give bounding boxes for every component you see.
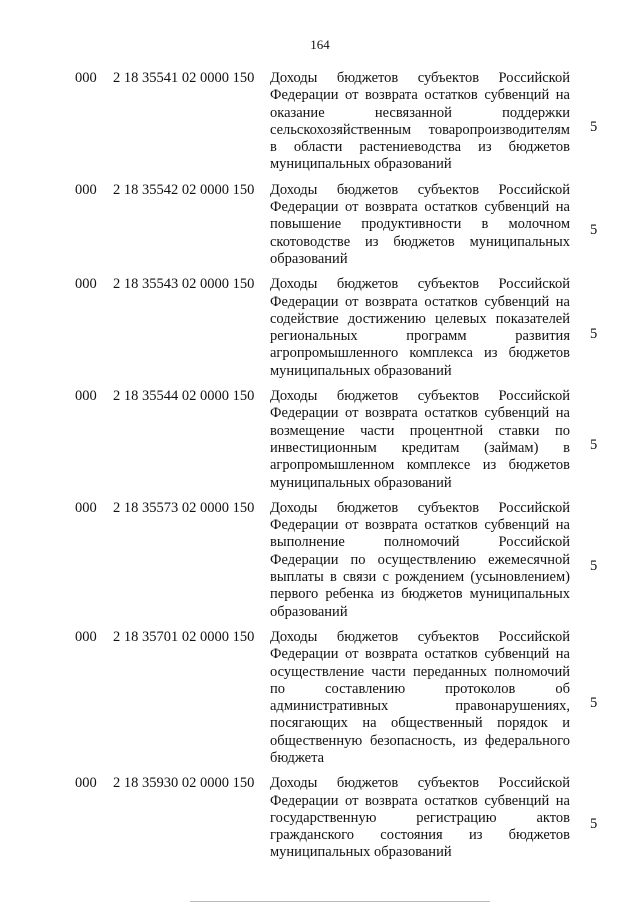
budget-classification-code: 2 18 35930 02 0000 150 — [113, 775, 255, 792]
description-line: Доходы бюджетов субъектов Российской — [270, 628, 570, 645]
description-line: выполнение полномочий Российской — [270, 534, 570, 551]
description-line: Федерации от возврата остатков субвенций на — [270, 517, 570, 534]
budget-classification-code: 2 18 35573 02 0000 150 — [113, 499, 255, 516]
description-line: возмещение части процентной ставки по — [270, 422, 570, 439]
description-line: осуществление части переданных полномочий — [270, 663, 570, 680]
income-description — [270, 380, 570, 492]
page-number: 164 — [310, 37, 330, 52]
income-description — [270, 268, 570, 380]
table-row — [0, 174, 640, 268]
admin-code: 000 — [75, 70, 97, 86]
description-line: Доходы бюджетов субъектов Российской — [270, 181, 570, 198]
description-line: муниципальных образований — [270, 844, 452, 861]
description-line: муниципальных образований — [270, 362, 452, 379]
description-line: Доходы бюджетов субъектов Российской — [270, 276, 570, 293]
description-line: Федерации от возврата остатков субвенций на — [270, 293, 570, 310]
admin-code: 000 — [75, 775, 97, 792]
description-line: гражданского состояния из бюджетов — [270, 827, 570, 844]
budget-classification-code: 2 18 35701 02 0000 150 — [113, 628, 255, 645]
description-line: административных правонарушениях, — [270, 698, 570, 715]
description-line: повышение продуктивности в молочном — [270, 216, 570, 233]
table-row — [0, 380, 640, 492]
standard-percent: 5 — [590, 325, 598, 342]
description-line: Доходы бюджетов субъектов Российской — [270, 499, 570, 516]
description-line: в области растениеводства из бюджетов — [270, 139, 570, 156]
description-line: агропромышленного комплекса из бюджетов — [270, 345, 570, 362]
description-line: сельскохозяйственным товаропроизводителям — [270, 121, 570, 138]
description-line: муниципальных образований — [270, 474, 452, 491]
budget-classification-code: 2 18 35542 02 0000 150 — [113, 181, 255, 198]
description-line: оказание несвязанной поддержки — [270, 104, 570, 121]
scan-artifact-line — [190, 901, 490, 902]
description-line: общественную безопасность, из федерального — [270, 732, 570, 749]
income-description — [270, 62, 570, 174]
description-line: содействие достижению целевых показателей — [270, 310, 570, 327]
description-line: скотоводстве из бюджетов муниципальных — [270, 233, 570, 250]
description-line: Доходы бюджетов субъектов Российской — [270, 775, 570, 792]
description-line: региональных программ развития — [270, 328, 570, 345]
admin-code: 000 — [75, 628, 97, 645]
description-line: Доходы бюджетов субъектов Российской — [270, 388, 570, 405]
budget-classification-code: 2 18 35543 02 0000 150 — [113, 276, 255, 293]
standard-percent: 5 — [590, 437, 598, 454]
table-row — [0, 62, 640, 174]
description-line: Федерации от возврата остатков субвенций на — [270, 646, 570, 663]
description-line: инвестиционным кредитам (займам) в — [270, 439, 570, 456]
budget-classification-code: 2 18 35544 02 0000 150 — [113, 388, 255, 405]
admin-code: 000 — [75, 388, 97, 405]
table-row — [0, 767, 640, 861]
description-line: Федерации по осуществлению ежемесячной — [270, 551, 570, 568]
standard-percent: 5 — [590, 815, 598, 832]
table-row — [0, 492, 640, 621]
description-line: Доходы бюджетов субъектов Российской — [270, 70, 570, 86]
description-line: агропромышленном комплексе из бюджетов — [270, 457, 570, 474]
standard-percent: 5 — [590, 557, 598, 574]
table-row — [0, 268, 640, 380]
description-line: Федерации от возврата остатков субвенций на — [270, 405, 570, 422]
description-line: первого ребенка из бюджетов муниципальных — [270, 586, 570, 603]
admin-code: 000 — [75, 276, 97, 293]
description-line: по составлению протоколов об — [270, 680, 570, 697]
admin-code: 000 — [75, 499, 97, 516]
income-codes-table — [0, 62, 640, 862]
table-row — [0, 621, 640, 767]
description-line: Федерации от возврата остатков субвенций на — [270, 199, 570, 216]
standard-percent: 5 — [590, 119, 598, 136]
description-line: муниципальных образований — [270, 156, 452, 173]
description-line: посягающих на общественный порядок и — [270, 715, 570, 732]
income-description — [270, 621, 570, 767]
description-line: Федерации от возврата остатков субвенций на — [270, 87, 570, 104]
budget-classification-code: 2 18 35541 02 0000 150 — [113, 70, 255, 86]
income-description — [270, 174, 570, 268]
description-line: бюджета — [270, 749, 325, 766]
description-line: образований — [270, 603, 348, 620]
standard-percent: 5 — [590, 222, 598, 239]
description-line: Федерации от возврата остатков субвенций на — [270, 792, 570, 809]
standard-percent: 5 — [590, 695, 598, 712]
admin-code: 000 — [75, 181, 97, 198]
income-description — [270, 767, 570, 861]
description-line: государственную регистрацию актов — [270, 809, 570, 826]
income-description — [270, 492, 570, 621]
description-line: образований — [270, 250, 348, 267]
description-line: выплаты в связи с рождением (усыновлением) — [270, 569, 570, 586]
